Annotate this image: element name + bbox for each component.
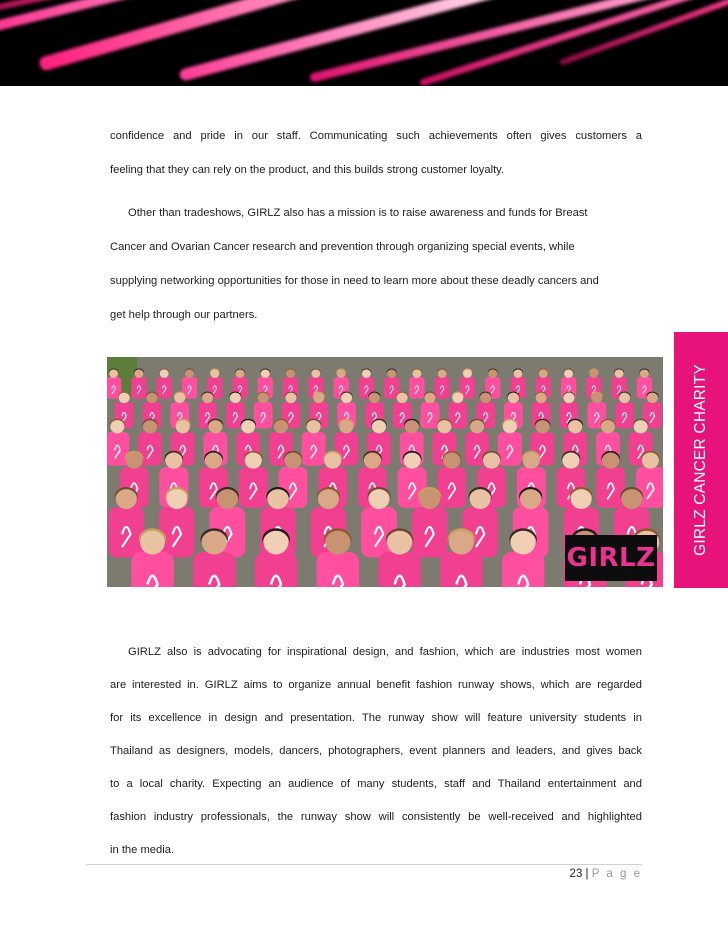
paragraph-1-line: confidence and pride in our staff. Communicating such achievements often gives customers a	[110, 130, 642, 142]
paragraph-3	[110, 646, 642, 877]
paragraph-1	[110, 130, 642, 177]
paragraph-3-line: for its excellence in design and presentation. The runway show will feature university students in	[110, 712, 642, 724]
page-number: 23	[569, 868, 583, 880]
paragraph-3-line: to a local charity. Expecting an audience of many students, staff and Thailand entertainment and	[110, 778, 642, 790]
paragraph-3-line: GIRLZ also is advocating for inspirational design, and fashion, which are industries most women	[128, 646, 642, 658]
paragraph-3-line: fashion industry professionals, the runway show will consistently be well-received and highlighted	[110, 811, 642, 823]
paragraph-2-line: supplying networking opportunities for those in need to learn more about these deadly cancers and	[110, 275, 599, 287]
paragraph-1-line: feeling that they can rely on the product, and this builds strong customer loyalty.	[110, 164, 505, 176]
paragraph-2-line: Cancer and Ovarian Cancer research and prevention through organizing special events, while	[110, 241, 575, 253]
charity-event-photo	[107, 357, 663, 587]
footer-divider	[86, 864, 642, 865]
paragraph-2	[110, 207, 642, 343]
paragraph-3-line: are interested in. GIRLZ aims to organize annual benefit fashion runway shows, which are regarded	[110, 679, 642, 691]
paragraph-2-line: get help through our partners.	[110, 309, 258, 321]
page-separator: |	[585, 868, 589, 880]
paragraph-2-line: Other than tradeshows, GIRLZ also has a mission is to raise awareness and funds for Breast	[128, 207, 588, 219]
girlz-logo-text: GIRLZ	[566, 543, 656, 573]
side-tab-label: GIRLZ CANCER CHARITY	[692, 364, 709, 556]
paragraph-3-line: Thailand as designers, models, dancers, photographers, event planners and leaders, and gives back	[110, 745, 642, 757]
page-label: P a g e	[591, 868, 642, 880]
header-banner	[0, 0, 728, 86]
page-footer	[520, 868, 642, 880]
girlz-logo	[565, 535, 657, 581]
paragraph-3-line: in the media.	[110, 844, 175, 856]
side-tab	[674, 332, 728, 588]
